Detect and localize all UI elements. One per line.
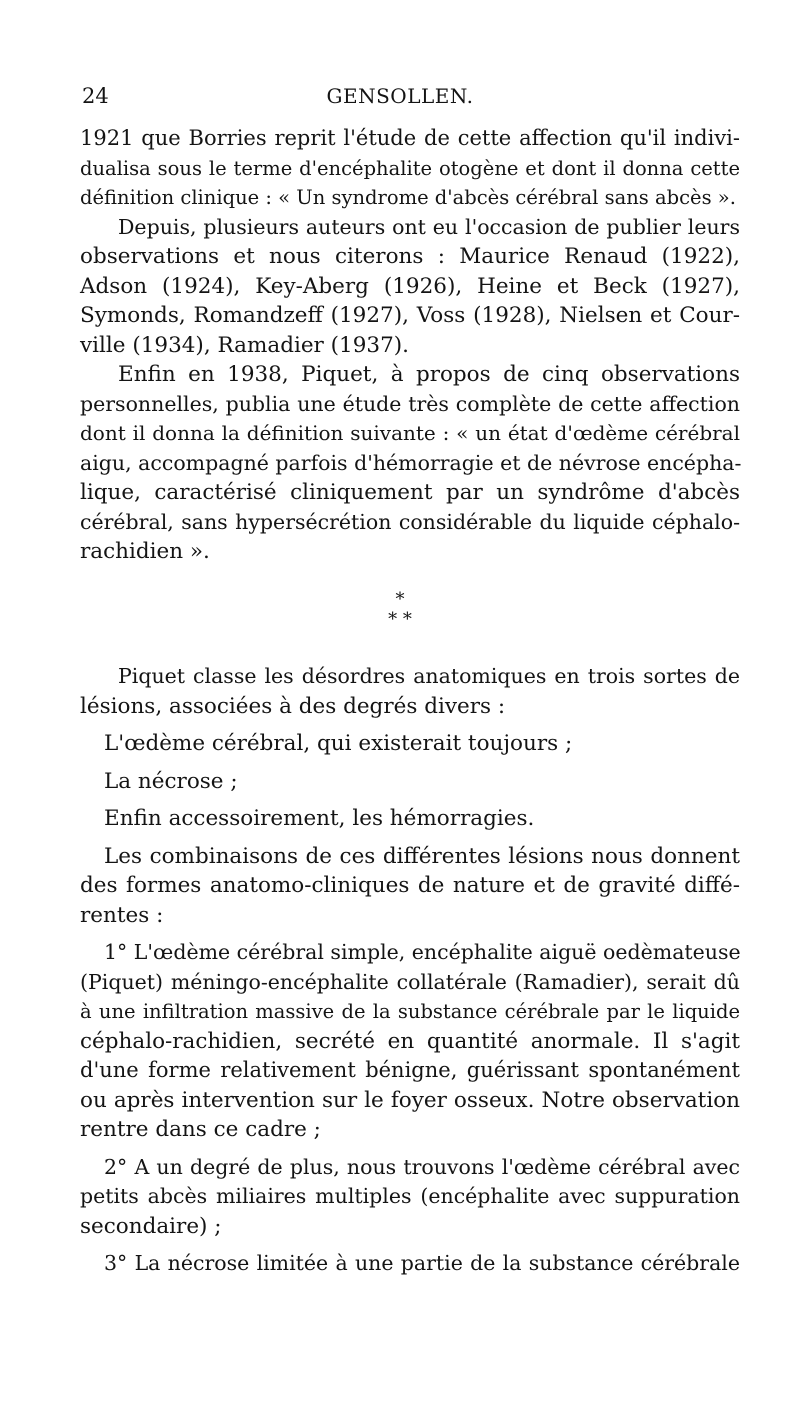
body-text-top: [80, 124, 740, 567]
text-line: dualisa sous le terme d'encéphalite otogène et dont il donna cette: [80, 156, 740, 180]
text-line: cérébral, sans hypersécrétion considérable du liquide céphalo-: [80, 509, 740, 534]
text-line: petits abcès miliaires multiples (encéphalite avec suppuration: [80, 1184, 740, 1208]
running-title: GENSOLLEN.: [326, 84, 474, 108]
text-line: secondaire) ;: [80, 1213, 222, 1239]
asterism-bottom: * *: [388, 609, 412, 630]
text-line: Depuis, plusieurs auteurs ont eu l'occasion de publier leurs: [118, 214, 740, 239]
text-line: lésions, associées à des degrés divers :: [80, 693, 506, 719]
text-line: ville (1934), Ramadier (1937).: [80, 332, 409, 358]
asterism-top: *: [395, 589, 405, 610]
text-line: La nécrose ;: [104, 768, 238, 794]
page-header: [82, 84, 718, 114]
text-line: observations et nous citerons : Maurice Renaud (1922),: [80, 244, 740, 269]
text-line: des formes anatomo-cliniques de nature et de gravité diffé-: [80, 873, 740, 898]
text-line: L'œdème cérébral, qui existerait toujours ;: [104, 731, 573, 756]
text-line: ou après intervention sur le foyer osseux. Notre observation: [80, 1087, 740, 1113]
body-text-bottom: [80, 662, 740, 1279]
page-number: 24: [82, 84, 109, 108]
text-line: personnelles, publia une étude très complète de cette affection: [80, 391, 740, 416]
text-line: 2° A un degré de plus, nous trouvons l'œdème cérébral avec: [104, 1154, 740, 1179]
text-line: définition clinique : « Un syndrome d'abcès cérébral sans abcès ».: [80, 186, 736, 209]
text-line: d'une forme relativement bénigne, guérissant spontanément: [80, 1058, 740, 1082]
text-line: Enfin accessoirement, les hémorragies.: [104, 806, 535, 831]
text-line: rentes :: [80, 902, 164, 928]
text-line: lique, caractérisé cliniquement par un syndrôme d'abcès: [80, 480, 740, 505]
text-line: rachidien ».: [80, 539, 210, 564]
text-line: 1921 que Borries reprit l'étude de cette affection qu'il indivi-: [80, 126, 740, 150]
text-line: Piquet classe les désordres anatomiques en trois sortes de: [118, 664, 740, 688]
text-line: dont il donna la définition suivante : « un état d'œdème cérébral: [80, 421, 740, 445]
text-line: à une infiltration massive de la substance cérébrale par le liquide: [80, 1000, 740, 1023]
text-line: Adson (1924), Key-Aberg (1926), Heine et Beck (1927),: [80, 273, 740, 299]
text-line: céphalo-rachidien, secrété en quantité anormale. Il s'agit: [80, 1028, 740, 1054]
text-line: rentre dans ce cadre ;: [80, 1117, 321, 1142]
text-line: 1° L'œdème cérébral simple, encéphalite aiguë oedèmateuse: [104, 940, 741, 964]
text-line: (Piquet) méningo-encéphalite collatérale (Ramadier), serait dû: [80, 969, 740, 994]
asterism-divider: [0, 590, 800, 630]
text-line: Symonds, Romandzeff (1927), Voss (1928), Nielsen et Cour-: [80, 303, 740, 328]
text-line: aigu, accompagné parfois d'hémorragie et de névrose encépha-: [80, 450, 742, 475]
text-line: 3° La nécrose limitée à une partie de la substance cérébrale: [104, 1251, 740, 1275]
text-line: Enfin en 1938, Piquet, à propos de cinq observations: [118, 362, 740, 387]
text-line: Les combinaisons de ces différentes lésions nous donnent: [104, 843, 740, 869]
